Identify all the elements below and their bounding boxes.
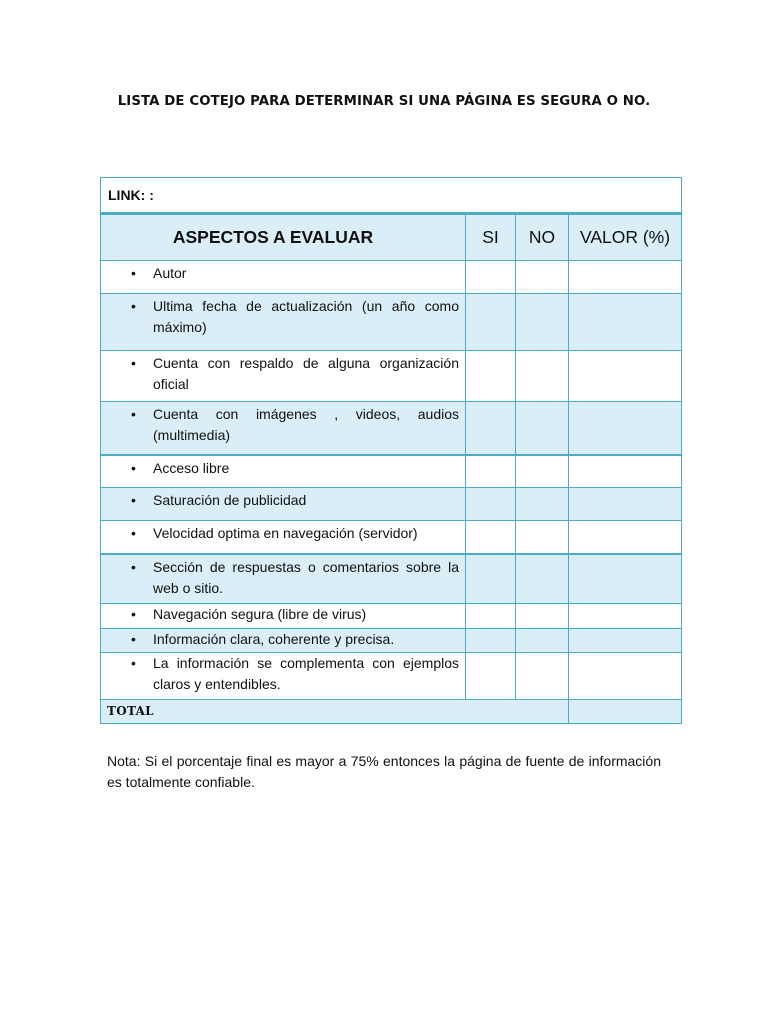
table-row <box>101 488 682 521</box>
valor-cell[interactable] <box>569 402 682 455</box>
si-cell[interactable] <box>466 488 516 521</box>
si-cell[interactable] <box>466 603 516 628</box>
bullet-icon: • <box>131 525 136 541</box>
header-valor: VALOR (%) <box>569 214 682 261</box>
link-label: LINK: : <box>108 186 154 203</box>
no-cell[interactable] <box>516 488 569 521</box>
item-cell <box>101 455 466 488</box>
table-row <box>101 402 682 455</box>
bullet-icon: • <box>131 406 136 422</box>
item-label: Sección de respuestas o comentarios sobre la web o sitio. <box>153 558 459 596</box>
no-cell[interactable] <box>516 402 569 455</box>
item-cell <box>101 261 466 294</box>
bullet-icon: • <box>131 459 136 476</box>
no-cell[interactable] <box>516 455 569 488</box>
item-cell <box>101 628 466 652</box>
valor-cell[interactable] <box>569 455 682 488</box>
no-cell[interactable] <box>516 554 569 604</box>
si-cell[interactable] <box>466 628 516 652</box>
valor-cell[interactable] <box>569 294 682 351</box>
valor-cell[interactable] <box>569 261 682 294</box>
si-cell[interactable] <box>466 554 516 604</box>
valor-cell[interactable] <box>569 351 682 402</box>
bullet-icon: • <box>131 355 136 371</box>
bullet-icon: • <box>131 558 136 575</box>
footnote: Nota: Si el porcentaje final es mayor a 75% entonces la página de fuente de información es totalmente confiable. <box>107 753 661 790</box>
header-aspects: ASPECTOS A EVALUAR <box>101 214 466 261</box>
document-title: LISTA DE COTEJO PARA DETERMINAR SI UNA PÁGINA ES SEGURA O NO. <box>117 94 651 109</box>
valor-cell[interactable] <box>569 521 682 554</box>
item-cell <box>101 402 466 455</box>
bullet-icon: • <box>131 605 136 622</box>
header-si: SI <box>466 214 516 261</box>
si-cell[interactable] <box>466 294 516 351</box>
valor-cell[interactable] <box>569 488 682 521</box>
table-row <box>101 351 682 402</box>
total-label: TOTAL <box>107 704 154 718</box>
header-row <box>101 214 682 261</box>
si-cell[interactable] <box>466 261 516 294</box>
no-cell[interactable] <box>516 652 569 699</box>
bullet-icon: • <box>131 630 136 647</box>
no-cell[interactable] <box>516 603 569 628</box>
no-cell[interactable] <box>516 521 569 554</box>
table-row <box>101 628 682 652</box>
item-label: Saturación de publicidad <box>153 492 307 508</box>
item-label: Información clara, coherente y precisa. <box>153 630 395 647</box>
item-cell <box>101 351 466 402</box>
no-cell[interactable] <box>516 294 569 351</box>
total-row <box>101 699 682 723</box>
item-cell <box>101 488 466 521</box>
no-cell[interactable] <box>516 351 569 402</box>
table-row <box>101 261 682 294</box>
item-label: Autor <box>153 265 187 281</box>
item-label: Navegación segura (libre de virus) <box>153 605 367 622</box>
bullet-icon: • <box>131 492 136 508</box>
table-row <box>101 554 682 604</box>
item-label: Cuenta con respaldo de alguna organización oficial <box>153 355 459 392</box>
item-label: Cuenta con imágenes , videos, audios (multimedia) <box>153 406 459 443</box>
total-valor-cell[interactable] <box>569 699 682 723</box>
bullet-icon: • <box>131 654 136 671</box>
item-cell <box>101 294 466 351</box>
item-cell <box>101 554 466 604</box>
bullet-icon: • <box>131 265 136 281</box>
valor-cell[interactable] <box>569 603 682 628</box>
item-cell <box>101 521 466 554</box>
item-label: Ultima fecha de actualización (un año como máximo) <box>153 298 459 335</box>
checklist-table <box>100 177 682 724</box>
table-row <box>101 603 682 628</box>
si-cell[interactable] <box>466 402 516 455</box>
item-label: La información se complementa con ejemplos claros y entendibles. <box>153 654 459 692</box>
bullet-icon: • <box>131 298 136 314</box>
no-cell[interactable] <box>516 628 569 652</box>
header-no: NO <box>516 214 569 261</box>
table-row <box>101 652 682 699</box>
total-label-cell <box>101 699 569 723</box>
si-cell[interactable] <box>466 521 516 554</box>
valor-cell[interactable] <box>569 554 682 604</box>
item-cell <box>101 603 466 628</box>
table-row <box>101 455 682 488</box>
item-label: Velocidad optima en navegación (servidor) <box>153 525 418 541</box>
si-cell[interactable] <box>466 652 516 699</box>
valor-cell[interactable] <box>569 652 682 699</box>
link-cell[interactable] <box>101 178 682 214</box>
si-cell[interactable] <box>466 455 516 488</box>
link-row <box>101 178 682 214</box>
si-cell[interactable] <box>466 351 516 402</box>
no-cell[interactable] <box>516 261 569 294</box>
valor-cell[interactable] <box>569 628 682 652</box>
table-row <box>101 294 682 351</box>
table-row <box>101 521 682 554</box>
item-cell <box>101 652 466 699</box>
item-label: Acceso libre <box>153 459 230 476</box>
